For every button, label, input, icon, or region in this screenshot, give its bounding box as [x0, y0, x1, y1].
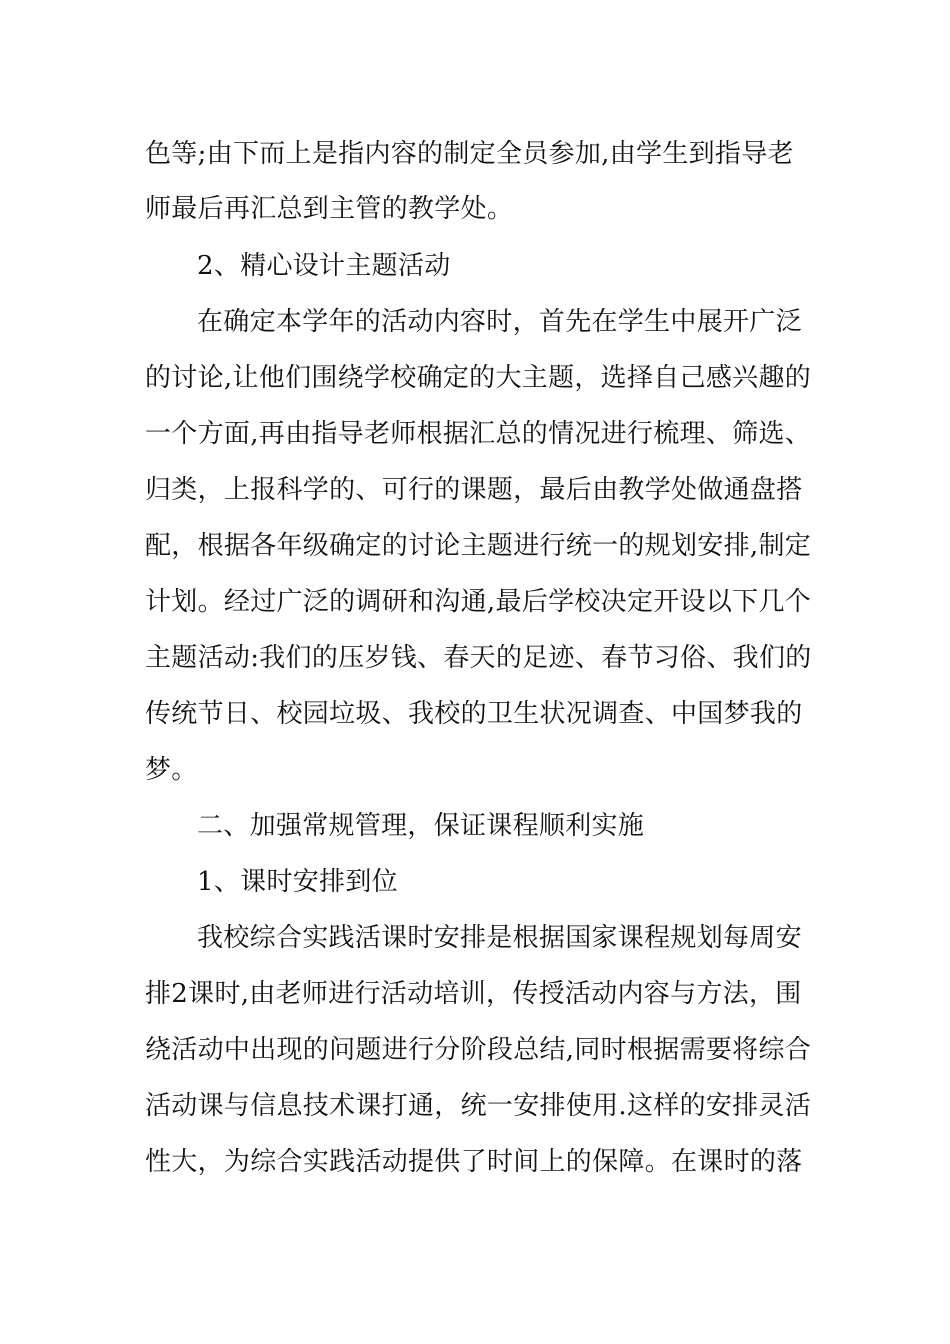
text-line: 在确定本学年的活动内容时，首先在学生中展开广泛 [197, 307, 802, 337]
text-line: 性大，为综合实践活动提供了时间上的保障。在课时的落 [145, 1147, 803, 1177]
text-line: 梦。 [145, 755, 198, 785]
text-line: 配，根据各年级确定的讨论主题进行统一的规划安排,制定 [145, 531, 812, 561]
section-heading: 1、课时安排到位 [197, 867, 398, 897]
text-line: 传统节日、校园垃圾、我校的卫生状况调查、中国梦我的 [145, 699, 803, 729]
text-line: 活动课与信息技术课打通，统一安排使用.这样的安排灵活 [145, 1091, 812, 1121]
text-line: 归类，上报科学的、可行的课题，最后由教学处做通盘搭 [145, 475, 803, 505]
text-line: 色等;由下而上是指内容的制定全员参加,由学生到指导老 [145, 139, 794, 169]
text-line: 绕活动中出现的问题进行分阶段总结,同时根据需要将综合 [145, 1035, 812, 1065]
text-line: 我校综合实践活课时安排是根据国家课程规划每周安 [197, 923, 802, 953]
section-heading: 二、加强常规管理，保证课程顺利实施 [197, 811, 645, 841]
text-line: 一个方面,再由指导老师根据汇总的情况进行梳理、筛选、 [145, 419, 812, 449]
text-line: 排2课时,由老师进行活动培训，传授活动内容与方法，围 [145, 979, 802, 1009]
text-line: 计划。经过广泛的调研和沟通,最后学校决定开设以下几个 [145, 587, 812, 617]
text-line: 的讨论,让他们围绕学校确定的大主题，选择自己感兴趣的 [145, 363, 812, 393]
text-line: 师最后再汇总到主管的教学处。 [145, 194, 514, 224]
text-line: 主题活动:我们的压岁钱、春天的足迹、春节习俗、我们的 [145, 643, 812, 673]
section-heading: 2、精心设计主题活动 [197, 251, 451, 281]
